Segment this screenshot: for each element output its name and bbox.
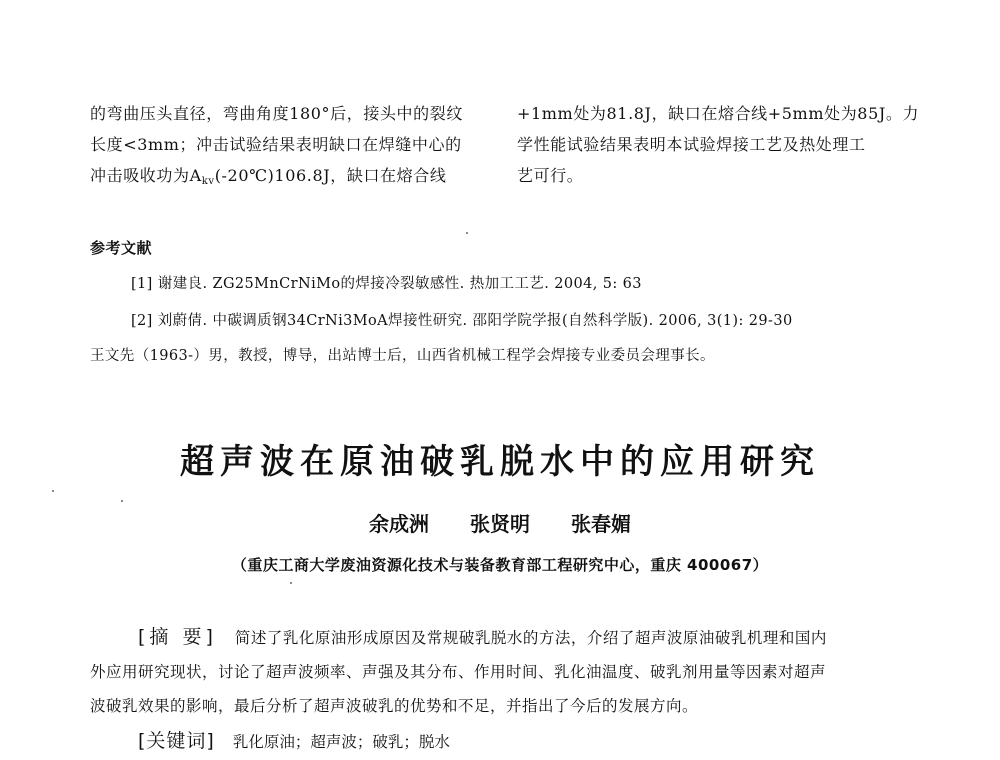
- right-line-1: +1mm处为81.8J，缺口在熔合线+5mm处为85J。力: [517, 104, 920, 123]
- scan-speck: [121, 500, 123, 502]
- article-authors: 余成洲 张贤明 张春媚: [369, 512, 631, 536]
- akv-subscript: kv: [201, 176, 215, 187]
- references-heading: 参考文献: [90, 239, 153, 257]
- abstract: [90, 620, 920, 723]
- left-line-1: 的弯曲压头直径，弯曲角度180°后，接头中的裂纹: [90, 104, 463, 123]
- reference-item-2: [2] 刘蔚倩. 中碳调质钢34CrNi3MoA焊接性研究. 邵阳学院学报(自然科学版). 2006, 3(1): 29-30: [131, 313, 793, 329]
- abstract-line-1: [90, 620, 920, 655]
- abstract-line-3: 波破乳效果的影响，最后分析了超声波破乳的优势和不足，并指出了今后的发展方向。: [90, 697, 699, 715]
- prev-article-right-column: [517, 98, 927, 191]
- keywords: [138, 726, 450, 753]
- keywords-text: 乳化原油；超声波；破乳；脱水: [232, 733, 450, 751]
- keywords-label: [关键词]: [138, 730, 215, 752]
- left-line-2: 长度<3mm；冲击试验结果表明缺口在焊缝中心的: [90, 135, 462, 154]
- article-affiliation: （重庆工商大学废油资源化技术与装备教育部工程研究中心，重庆 400067）: [231, 556, 769, 574]
- left-line-3: [90, 160, 500, 197]
- abstract-line-2: 外应用研究现状，讨论了超声波频率、声强及其分布、作用时间、乳化油温度、破乳剂用量等因素对超声: [90, 663, 827, 681]
- left-line-3-post: (-20℃)106.8J，缺口在熔合线: [214, 166, 447, 185]
- article-title: 超声波在原油破乳脱水中的应用研究: [180, 442, 820, 482]
- prev-article-left-column: [90, 98, 500, 197]
- reference-item-1: [1] 谢建良. ZG25MnCrNiMo的焊接冷裂敏感性. 热加工工艺. 2004, 5: 63: [131, 276, 642, 292]
- right-line-2: 学性能试验结果表明本试验焊接工艺及热处理工: [517, 135, 866, 154]
- scan-speck: [52, 490, 54, 492]
- scan-speck: [466, 232, 468, 234]
- scan-speck: [290, 582, 292, 584]
- abstract-text-1: 简述了乳化原油形成原因及常规破乳脱水的方法，介绍了超声波原油破乳机理和国内: [234, 629, 827, 647]
- left-line-3-pre: 冲击吸收功为A: [90, 166, 202, 185]
- right-line-3: 艺可行。: [517, 166, 584, 185]
- author-bio: 王文先（1963-）男，教授，博导，出站博士后，山西省机械工程学会焊接专业委员会理事长。: [90, 348, 715, 364]
- abstract-label: [摘 要]: [138, 626, 217, 648]
